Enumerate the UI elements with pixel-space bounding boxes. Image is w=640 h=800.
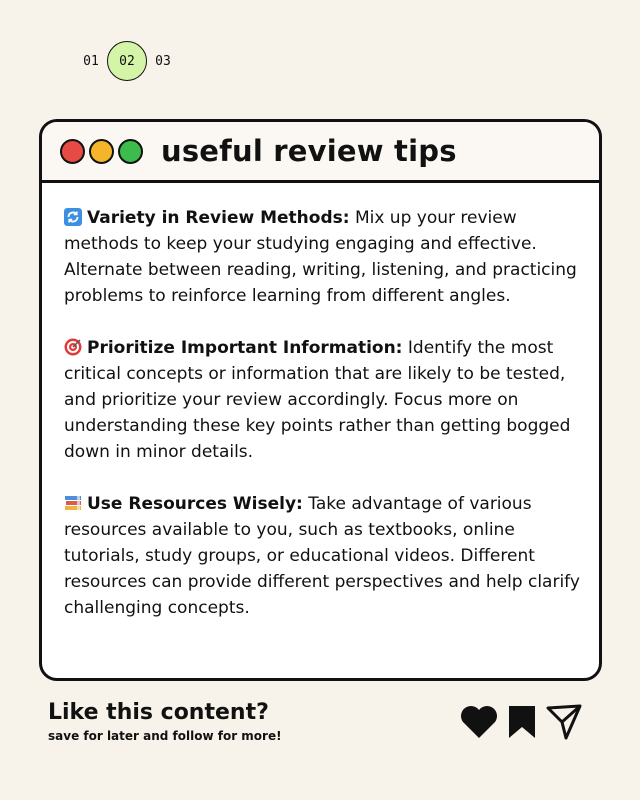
page-1[interactable]: 01 — [83, 53, 99, 69]
books-icon — [64, 494, 82, 512]
tip-variety — [64, 205, 581, 309]
tip-heading: Variety in Review Methods: — [87, 208, 350, 228]
tip-heading: Use Resources Wisely: — [87, 494, 303, 514]
tip-resources — [64, 491, 581, 621]
maximize-dot-icon — [118, 139, 143, 164]
repeat-icon — [64, 208, 82, 226]
close-dot-icon — [60, 139, 85, 164]
page-3[interactable]: 03 — [155, 53, 171, 69]
card-body — [42, 183, 599, 621]
pager — [71, 41, 183, 81]
footer-subtitle: save for later and follow for more! — [48, 729, 282, 743]
page-2-active[interactable]: 02 — [107, 41, 147, 81]
tip-text: Mix up your review methods to keep your studying engaging and effective. Alternate between reading, writing, listening, and practicing problems to reinforce learning from different angles. — [64, 208, 577, 306]
tip-heading: Prioritize Important Information: — [87, 338, 403, 358]
action-icons — [460, 704, 582, 740]
tip-prioritize — [64, 335, 581, 465]
tip-text: Identify the most critical concepts or information that are likely to be tested, and prioritize your review accordingly. Focus more on understanding these key points rather than getting bogged down in minor details. — [64, 338, 571, 462]
footer — [48, 700, 282, 743]
card-title: useful review tips — [161, 134, 457, 168]
tips-card — [39, 119, 602, 681]
card-header — [42, 122, 599, 183]
bookmark-icon[interactable] — [508, 705, 536, 739]
share-icon[interactable] — [546, 704, 582, 740]
footer-title: Like this content? — [48, 700, 269, 725]
tip-text: Take advantage of various resources available to you, such as textbooks, online tutorials, study groups, or educational videos. Different resources can provide different perspectives and help clarify challenging concepts. — [64, 494, 580, 618]
heart-icon[interactable] — [460, 705, 498, 739]
target-icon — [64, 338, 82, 356]
minimize-dot-icon — [89, 139, 114, 164]
